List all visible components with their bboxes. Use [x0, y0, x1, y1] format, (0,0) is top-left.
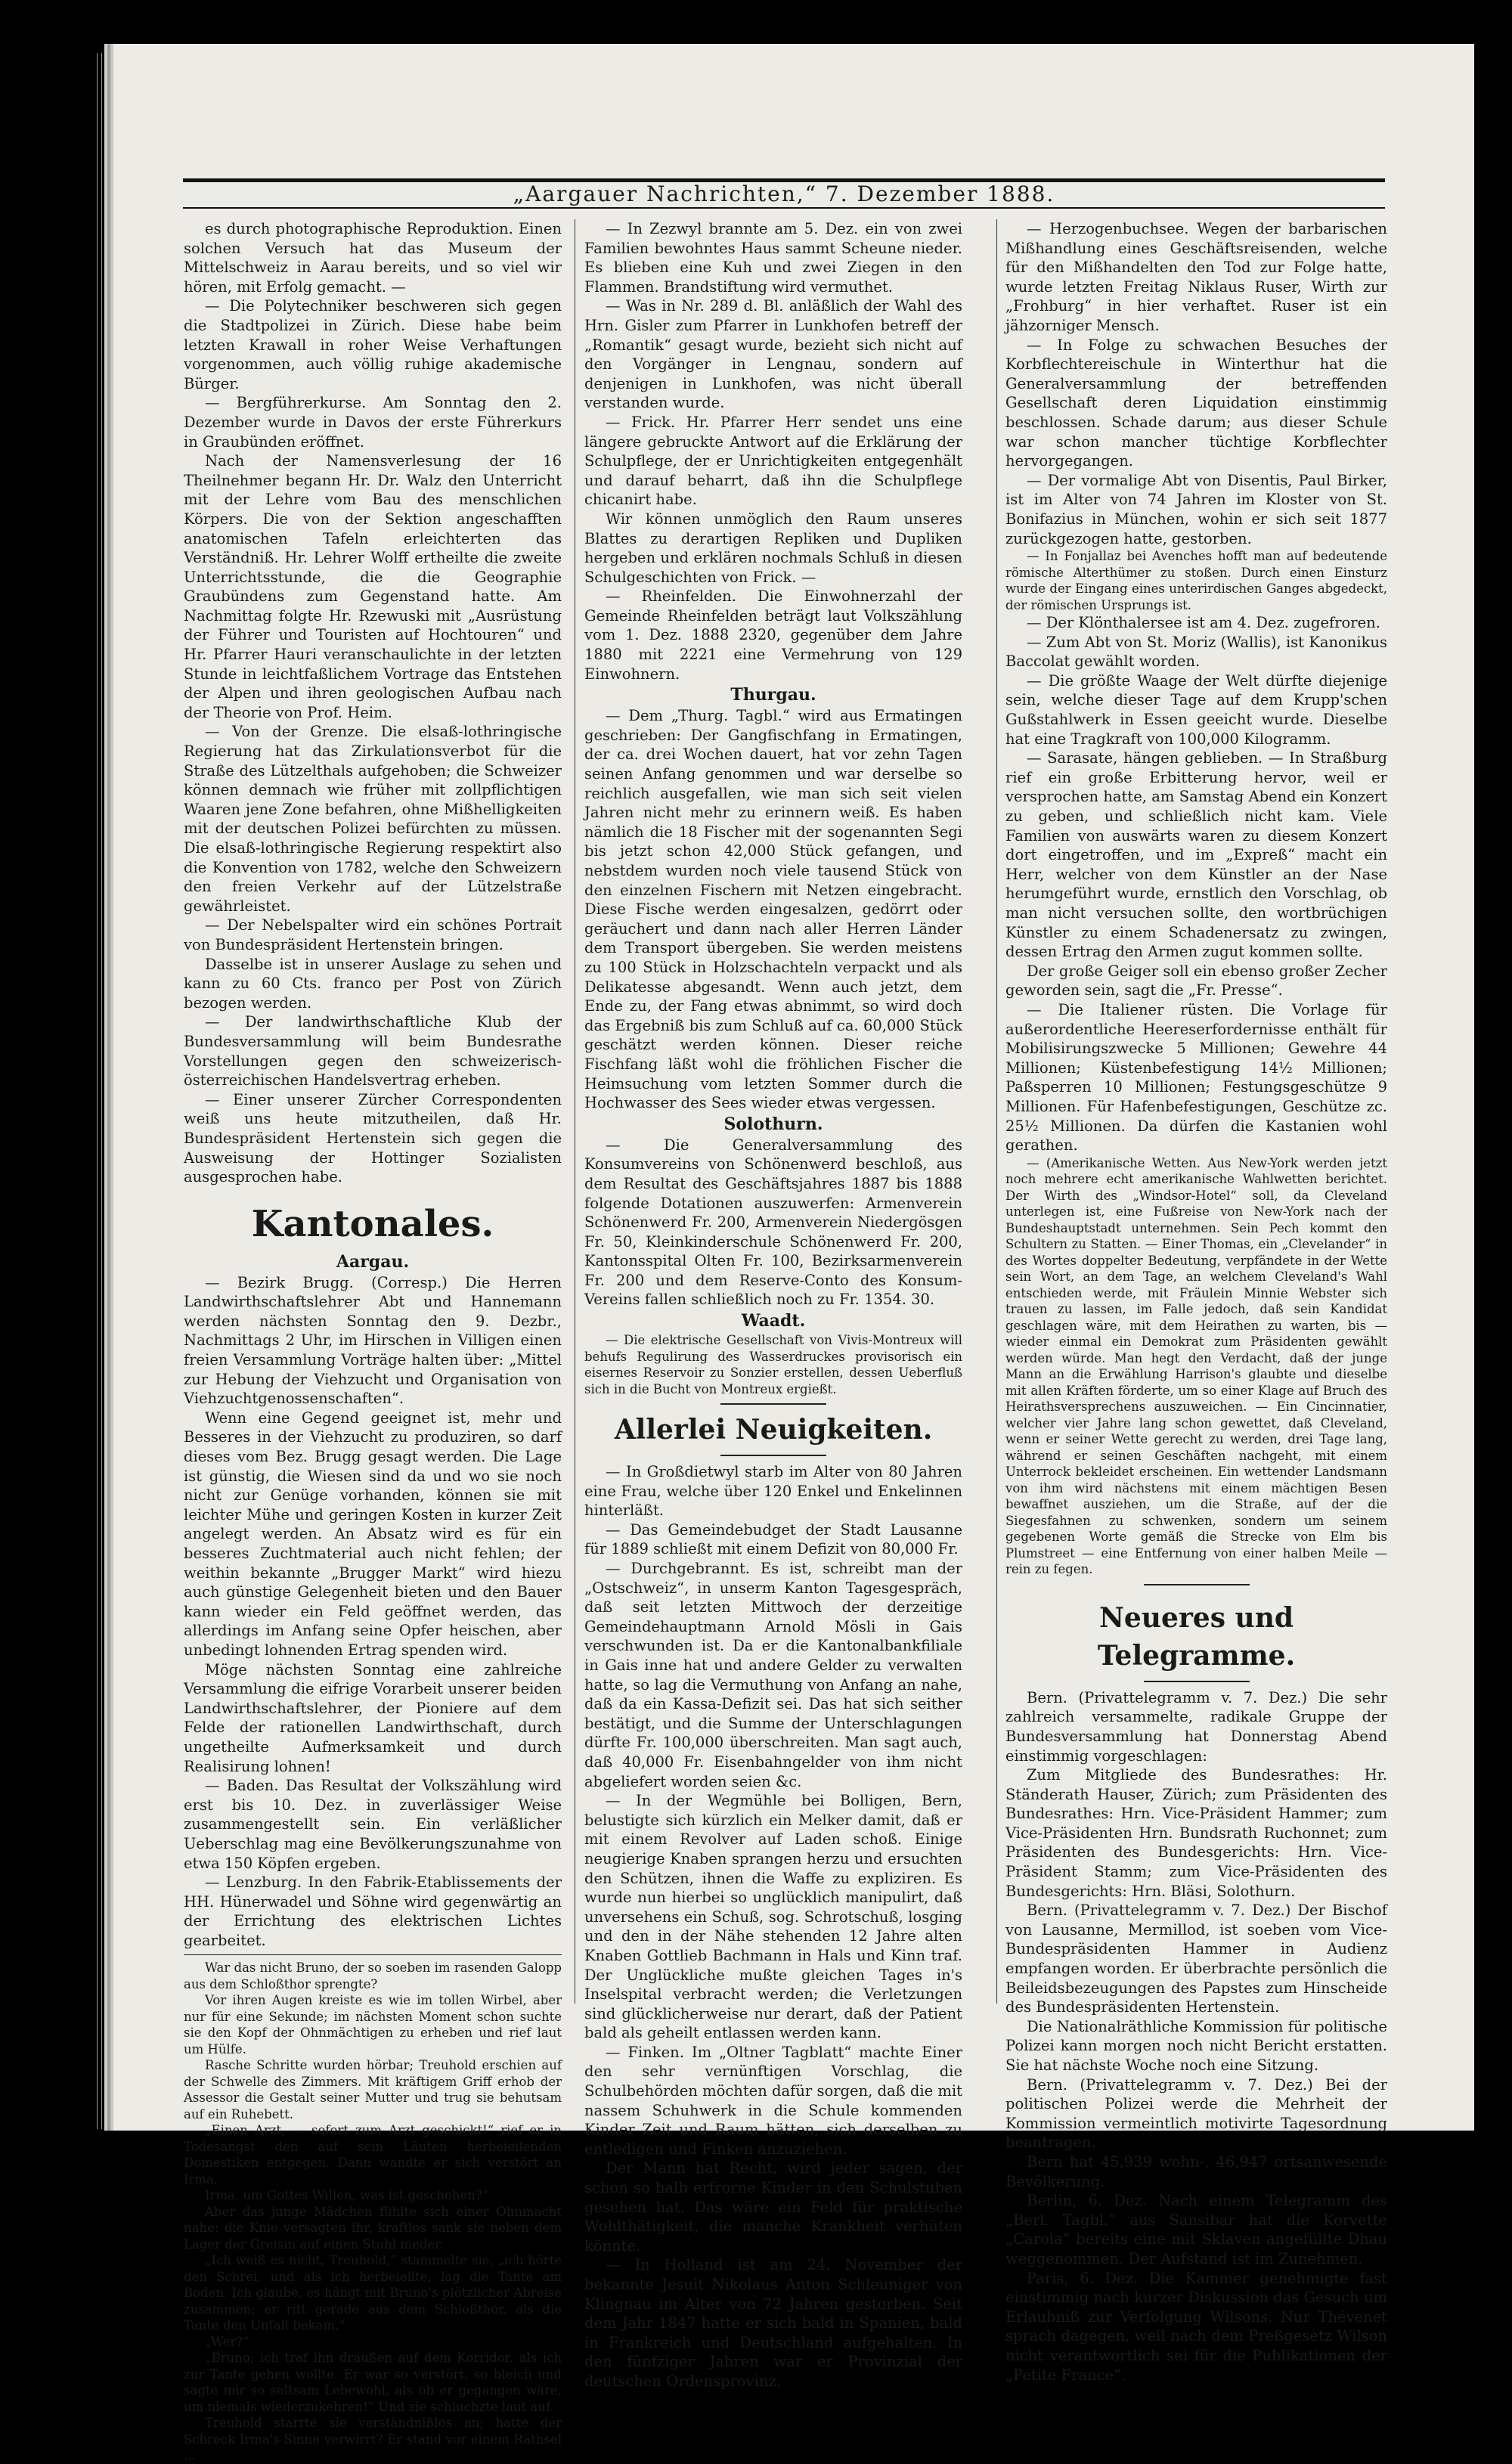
article: — Baden. Das Resultat der Volkszählung wird erst bis 10. Dez. in zuverlässiger Weise zusammengestellt sein. Ein verläßlicher Ueberschlag mag eine Bevölkerungszunahme von etwa 150 Köpfen ergeben. — [184, 1777, 562, 1872]
feuilleton-paragraph: Treuhold starrte sie verständnißlos an; hatte der Schreck Irma's Sinne verwirrt? Er stand vor einem Räthsel ... — [184, 2416, 562, 2463]
section-rule — [720, 1455, 826, 1456]
article: Der Mann hat Recht, wird jeder sagen, der schon so halb erfrorne Kinder in den Schulstuben gesehen hat. Das wäre ein Feld für praktische Wohlthätigkeit, die manche Krankheit verhüten könnte. — [584, 2159, 962, 2255]
article: — In Fonjallaz bei Avenches hofft man auf bedeutende römische Alterthümer zu stoßen. Durch einen Einsturz wurde der Eingang eines unterirdischen Ganges abgedeckt, der römischen Ursprungs ist. — [1005, 549, 1387, 612]
subheading-thurgau: Thurgau. — [730, 685, 816, 705]
column-2 — [584, 219, 962, 2390]
article: — Herzogenbuchsee. Wegen der barbarischen Mißhandlung eines Geschäftsreisenden, welche für den Mißhandelten den Tod zur Folge hatte, wurde letzten Freitag Niklaus Ruser, Wirth zur „Frohburg“ in hier verhaftet. Ruser ist ein jähzorniger Mensch. — [1005, 220, 1387, 334]
section-heading-telegramme: Neueres und Telegramme. — [1097, 1601, 1296, 1672]
article: Die Nationalräthliche Kommission für politische Polizei kann morgen noch nicht Bericht erstatten. Sie hat nächste Woche noch eine Sitzung. — [1005, 2017, 1387, 2074]
section-heading-allerlei: Allerlei Neuigkeiten. — [614, 1414, 933, 1446]
section-rule — [1144, 1584, 1250, 1585]
page-stack-edge — [101, 53, 102, 2129]
article: Wir können unmöglich den Raum unseres Blattes zu derartigen Repliken und Dupliken hergeben und erklären nochmals Schluß in diesen Schulgeschichten von Frick. — — [584, 510, 962, 586]
article: — In Folge zu schwachen Besuches der Korbflechtereischule in Winterthur hat die Generalversammlung der betreffenden Gesellschaft deren Liquidation einstimmig beschlossen. Schade darum; aus dieser Schule war schon mancher tüchtige Korbflechter hervorgegangen. — [1005, 336, 1387, 470]
article: — Die größte Waage der Welt dürfte diejenige sein, welche dieser Tage auf dem Krupp'schen Gußstahlwerk in Essen geeicht wurde. Dieselbe hat eine Tragkraft von 100,000 Kilogramm. — [1005, 671, 1387, 748]
article: — Der Klönthalersee ist am 4. Dez. zugefroren. — [1027, 614, 1380, 632]
feuilleton-paragraph: „Ich weiß es nicht, Treuhold,“ stammelte sie, „ich hörte den Schrei, und als ich herbeieilte, lag die Tante am Boden. Ich glaube, es hängt mit Bruno's plötzlicher Abreise zusammen; er ritt gerade aus dem Schloßthor, als die Tante den Unfall bekam.“ — [184, 2253, 562, 2333]
article: — Die elektrische Gesellschaft von Vivis-Montreux will behufs Regulirung des Wasserdruckes provisorisch ein eisernes Reservoir zu Sonzier erstellen, dessen Ueberfluß sich in die Bucht von Montreux ergießt. — [584, 1333, 962, 1396]
feuilleton-rule — [184, 1954, 562, 1955]
column-1 — [184, 219, 562, 2463]
subheading-solothurn: Solothurn. — [723, 1114, 823, 1134]
article: — Was in Nr. 289 d. Bl. anläßlich der Wahl des Hrn. Gisler zum Pfarrer in Lunkhofen betreff der „Romantik“ gesagt wurde, bezieht sich nicht auf den Vorgänger in Lengnau, sondern auf denjenigen in Lunkhofen, was nicht überall verstanden wurde. — [584, 297, 962, 412]
feuilleton-paragraph: Vor ihren Augen kreiste es wie im tollen Wirbel, aber nur für eine Sekunde; im nächsten Moment schon suchte sie den Kopf der Ohnmächtigen zu erheben und rief laut um Hülfe. — [184, 1993, 562, 2056]
subheading-waadt: Waadt. — [741, 1311, 806, 1331]
article: Zum Mitgliede des Bundesrathes: Hr. Ständerath Hauser, Zürich; zum Präsidenten des Bundesrathes: Hrn. Vice-Präsident Hammer; zum Vice-Präsidenten Hrn. Bundsrath Ruchonnet; zum Präsidenten des Bundesgerichts: Hrn. Vice-Präsident Stamm; zum Vice-Präsidenten des Bundesgerichts: Hrn. Bläsi, Solothurn. — [1005, 1766, 1387, 1900]
article: — In Großdietwyl starb im Alter von 80 Jahren eine Frau, welche über 120 Enkel und Enkelinnen hinterläßt. — [584, 1463, 962, 1520]
column-3 — [1005, 219, 1387, 2384]
feuilleton — [184, 1960, 562, 2464]
header-rule-bottom — [183, 207, 1385, 209]
article: — Die Italiener rüsten. Die Vorlage für außerordentliche Heereserfordernisse enthält für Mobilisirungszwecke 5 Millionen; Gewehre 44 Millionen; Küstenbefestigung 14½ Millionen; Paßsperren 10 Millionen; Festungsgeschütze 9 Millionen. Für Hafenbefestigungen, Geschütze zc. 25½ Millionen. Da dürfen die Kastanien wohl gerathen. — [1005, 1000, 1387, 1155]
article: — Zum Abt von St. Moriz (Wallis), ist Kanonikus Baccolat gewählt worden. — [1005, 633, 1387, 671]
section-rule — [720, 1403, 826, 1405]
article: — Einer unserer Zürcher Correspondenten weiß uns heute mitzutheilen, daß Hr. Bundespräsident Hertenstein sich gegen die Ausweisung der Hottinger Sozialisten ausgesprochen habe. — [184, 1090, 562, 1186]
article: — Lenzburg. In den Fabrik-Etablissements der HH. Hünerwadel und Söhne wird gegenwärtig an der Errichtung des elektrischen Lichtes gearbeitet. — [184, 1874, 562, 1949]
article: Paris, 6. Dez. Die Kammer genehmigte fast einstimmig nach kurzer Diskussion das Gesuch um Erlaubniß zur Verfolgung Wilsons. Nur Thévenet sprach dagegen, weil nach dem Preßgesetz Wilson nicht verantwortlich sei für die Publikationen der „Petite France“. — [1005, 2269, 1387, 2384]
article: Nach der Namensverlesung der 16 Theilnehmer begann Hr. Dr. Walz den Unterricht mit der Lehre vom Bau des menschlichen Körpers. Die von der Sektion angeschafften anatomischen Tafeln erleichterten das Verständniß. Hr. Lehrer Wolff ertheilte die zweite Unterrichtsstunde, die die Geographie Graubündens zum Gegenstand hatte. Am Nachmittag folgte Hr. Rzewuski mit „Ausrüstung der Führer und Touristen auf Hochtouren“ und Hr. Pfarrer Hauri veranschaulichte in der letzten Stunde in leichtfaßlichem Vortrage das Entstehen der Alpen und ihren geologischen Aufbau nach der Theorie von Prof. Heim. — [184, 452, 562, 721]
article: — Rheinfelden. Die Einwohnerzahl der Gemeinde Rheinfelden beträgt laut Volkszählung vom 1. Dez. 1888 2320, gegenüber dem Jahre 1880 mit 2221 eine Vermehrung von 129 Einwohnern. — [584, 587, 962, 683]
section-rule — [1144, 1681, 1250, 1682]
article: — Bergführerkurse. Am Sonntag den 2. Dezember wurde in Davos der erste Führerkurs in Graubünden eröffnet. — [184, 394, 562, 451]
article: Bern. (Privattelegramm v. 7. Dez.) Der Bischof von Lausanne, Mermillod, ist soeben vom Vice-Bundespräsidenten Hammer in Audienz empfangen worden. Er überbrachte persönlich die Beileidsbezeugungen des Papstes zum Hinscheide des Bundespräsidenten Hertenstein. — [1005, 1901, 1387, 2016]
section-heading-kantonales: Kantonales. — [251, 1202, 494, 1245]
article: Berlin, 6. Dez. Nach einem Telegramm des „Berl. Tagbl.“ aus Sansibar hat die Korvette „Carola“ bereits eine mit Sklaven angefüllte Dhau weggenommen. Der Aufstand ist im Zunehmen. — [1005, 2192, 1387, 2267]
article: — Finken. Im „Oltner Tagblatt“ machte Einer den sehr vernünftigen Vorschlag, die Schulbehörden möchten dafür sorgen, daß die mit nassem Schuhwerk in die Schule kommenden Kinder Zeit und Raum hätten, sich derselben zu entledigen und Finken anzuziehen. — [584, 2043, 962, 2158]
subheading-aargau: Aargau. — [336, 1251, 410, 1272]
page-stack-edge — [106, 53, 107, 2129]
article: es durch photographische Reproduktion. Einen solchen Versuch hat das Museum der Mittelschweiz in Aarau bereits, und so viel wir hören, mit Erfolg gemacht. — — [184, 220, 562, 296]
article: — Dem „Thurg. Tagbl.“ wird aus Ermatingen geschrieben: Der Gangfischfang in Ermatingen, der ca. drei Wochen dauert, hat vor zehn Tagen seinen Anfang genommen und war derselbe so reichlich ausgefallen, wie man sich seit vielen Jahren nicht mehr zu erinnern weiß. Es haben nämlich die 18 Fischer mit der sogenannten Segi bis jetzt schon 42,000 Stück gefangen, und nebstdem wurden noch viele tausend Stück von den einzelnen Fischern mit Netzen eingebracht. Diese Fische werden eingesalzen, gedörrt oder geräuchert und dann nach aller Herren Länder dem Transport übergeben. Sie werden meistens zu 100 Stück in Holzschachteln verpackt und als Delikatesse abgesandt. Wenn auch jetzt, dem Ende zu, der Fang etwas abnimmt, so wird doch das Ergebniß bis zum Schluß auf ca. 60,000 Stück geschätzt werden können. Dieser reiche Fischfang läßt wohl die fröhlichen Fischer die Heimsuchung vom letzten Sommer durch die Hochwasser des Sees wieder etwas vergessen. — [584, 707, 962, 1112]
spacer — [1005, 1592, 1387, 1599]
article: — Frick. Hr. Pfarrer Herr sendet uns eine längere gebruckte Antwort auf die Erklärung der Schulpflege, der er Unrichtigkeiten entgegenhält und darauf beharrt, daß ihn die Schulpflege chicanirt habe. — [584, 413, 962, 509]
feuilleton-paragraph: Rasche Schritte wurden hörbar; Treuhold erschien auf der Schwelle des Zimmers. Mit kräftigem Griff erhob der Assessor die Gestalt seiner Mutter und trug sie behutsam auf ein Ruhebett. — [184, 2058, 562, 2122]
article: — Der Nebelspalter wird ein schönes Portrait von Bundespräsident Hertenstein bringen. — [184, 916, 562, 953]
masthead: „Aargauer Nachrichten,“ 7. Dezember 1888. — [513, 181, 1055, 206]
article: — (Amerikanische Wetten. Aus New-York werden jetzt noch mehrere echt amerikanische Wahlwetten berichtet. Der Wirth des „Windsor-Hotel“ soll, da Cleveland unterlegen ist, eine Fußreise von New-York nach der Bundeshauptstadt unternehmen. Sein Pech kommt den Schultern zu Statten. — Einer Thomas, ein „Clevelander“ in des Wortes doppelter Bedeutung, verpfändete in der Wette sein Wort, an dem Tage, an welchem Cleveland's Wahl entschieden werde, mit Fräulein Minnie Webster sich trauen zu lassen, im Falle jedoch, daß sein Kandidat geschlagen wäre, mit dem Heirathen zu warten, bis — wieder einmal ein Demokrat zum Präsidenten gewählt werden würde. Man hegt den Verdacht, daß der junge Mann an die Erwählung Harrison's glaubte und dieselbe mit allen Kräften förderte, um so einer Klage auf Bruch des Heirathsversprechens auszuweichen. — Ein Cincinnatier, welcher vier Jahre lang schon gewettet, daß Cleveland, wenn er seiner Wette gerecht zu werden, drei Tage lang, während er seinen Geschäften nachgeht, mit einem Unterrock bekleidet erscheinen. Ein wettender Landsmann von ihm wird nächstens mit einem mächtigen Besen bewaffnet ausziehen, um die Straße, auf der die Siegesfahnen zu schwenken, sondern um seinem gegebenen Worte gemäß die Strecke von Elm bis Plumstreet — eine Entfernung von einer halben Meile — rein zu fegen. — [1005, 1155, 1387, 1577]
article: — Die Generalversammlung des Konsumvereins von Schönenwerd beschloß, aus dem Resultat des Geschäftsjahres 1887 bis 1888 folgende Dotationen auszuwerfen: Armenverein Schönenwerd Fr. 200, Armenverein Niedergösgen Fr. 50, Kleinkinderschule Schönenwerd Fr. 200, Kantonsspital Olten Fr. 100, Bezirksarmenverein Fr. 200 und dem Reserve-Conto des Konsum-Vereins fallen schließlich noch zu Fr. 1354. 30. — [584, 1136, 962, 1309]
article: Der große Geiger soll ein ebenso großer Zecher geworden sein, sagt die „Fr. Presse“. — [1005, 962, 1387, 1000]
feuilleton-paragraph: „Einen Arzt, — sofort zum Arzt geschickt!“ rief er in Todesangst den auf sein Läuten herbeieilenden Domestiken entgegen. Dann wandte er sich verstört an Irma. — [184, 2123, 562, 2187]
article: Bern. (Privattelegramm v. 7. Dez.) Bei der politischen Polizei werde die Mehrheit der Kommission vermeintlich motivirte Tagesordnung beantragen. — [1005, 2075, 1387, 2152]
feuilleton-paragraph: „Wer?“ — [205, 2334, 249, 2349]
feuilleton-paragraph: Aber das junge Mädchen fühlte sich einer Ohnmacht nahe; die Knie versagten ihr, kraftlos sank sie neben dem Lager der Greisin auf einen Stuhl nieder. — [184, 2204, 562, 2252]
feuilleton-paragraph: Irma, um Gottes Willen, was ist geschehen?“ — [205, 2188, 489, 2203]
article: Bern. (Privattelegramm v. 7. Dez.) Die sehr zahlreich versammelte, radikale Gruppe der Bundesversammlung hat Donnerstag Abend einstimmig vorgeschlagen: — [1005, 1688, 1387, 1765]
article: — In der Wegmühle bei Bolligen, Bern, belustigte sich kürzlich ein Melker damit, daß er mit einem Revolver auf Laden schoß. Einige neugierige Knaben sprangen herzu und ersuchten den Schützen, ihnen die Waffe zu expliziren. Es wurde nun hierbei so unglücklich manipulirt, daß unversehens ein Schuß, sog. Schrotschuß, losging und den in der Nähe stehenden 12 Jahre alten Knaben Gottlieb Bachmann in Hals und Kinn traf. Der Unglückliche mußte gleichen Tages in's Inselspital verbracht werden; die Verletzungen sind glücklicherweise nur derart, daß der Patient bald als geheilt entlassen werden kann. — [584, 1792, 962, 2042]
page-stack-edge — [97, 53, 98, 2129]
feuilleton-paragraph: „Bruno; ich traf ihn draußen auf dem Korridor, als ich zur Tante gehen wollte. Er war so verstört, so bleich und sagte mir so seltsam Lebewohl, als ob er gegangen wäre, um niemals wiederzukehren!“ Und sie schluchzte laut auf. — [184, 2351, 562, 2414]
article: — In Zezwyl brannte am 5. Dez. ein von zwei Familien bewohntes Haus sammt Scheune nieder. Es blieben eine Kuh und zwei Ziegen in den Flammen. Brandstiftung wird vermuthet. — [584, 220, 962, 296]
article: Dasselbe ist in unserer Auslage zu sehen und kann zu 60 Cts. franco per Post von Zürich bezogen werden. — [184, 955, 562, 1012]
article: Bern hat 45,939 wohn-, 46,947 ortsanwesende Bevölkerung. — [1005, 2153, 1387, 2190]
column-divider — [996, 219, 997, 2004]
article: — Sarasate, hängen geblieben. — In Straßburg rief ein große Erbitterung hervor, weil er versprochen hatte, am Samstag Abend ein Konzert zu geben, und schließlich nicht kam. Viele Familien von auswärts waren zu diesem Konzert dort eingetroffen, und im „Expreß“ macht ein Herr, welcher von dem Künstler an der Nase herumgeführt wurde, ernstlich den Vorschlag, ob man nicht versuchen sollte, den wortbrüchigen Künstler zu einem Schadenersatz zu zwingen, dessen Ertrag den Armen zugut kommen sollte. — [1005, 749, 1387, 961]
article: — Von der Grenze. Die elsaß-lothringische Regierung hat das Zirkulationsverbot für die Straße des Lützelthals aufgehoben; die Schweizer können demnach wie früher mit zollpflichtigen Waaren jene Zone befahren, ohne Mißhelligkeiten mit der deutschen Polizei befürchten zu müssen. Die elsaß-lothringische Regierung respektirt also die Konvention von 1782, welche den Schweizern den freien Verkehr auf der Lützelstraße gewährleistet. — [184, 723, 562, 915]
article: — Das Gemeindebudget der Stadt Lausanne für 1889 schließt mit einem Defizit von 80,000 Fr. — [584, 1520, 962, 1558]
article: — Durchgebrannt. Es ist, schreibt man der „Ostschweiz“, in unserm Kanton Tagesgespräch, daß seit letzten Mittwoch der derzeitige Gemeindehauptmann Arnold Mösli in Gais verschwunden ist. Da er die Kantonalbankfiliale in Gais inne hat und andere Gelder zu verwalten hatte, so lag die Vermuthung von Anfang an nahe, daß da ein Kassa-Defizit sei. Das hat sich seither bestätigt, und die Summe der Unterschlagungen dürfte Fr. 100,000 überschreiten. Man sagt auch, daß 40,000 Fr. Eisenbahngelder von ihm nicht abgeliefert worden seien &c. — [584, 1560, 962, 1790]
article: — Der landwirthschaftliche Klub der Bundesversammlung will beim Bundesrathe Vorstellungen gegen den schweizerisch-österreichischen Handelsvertrag erheben. — [184, 1013, 562, 1089]
article: — Bezirk Brugg. (Corresp.) Die Herren Landwirthschaftslehrer Abt und Hannemann werden nächsten Sonntag den 9. Dezbr., Nachmittags 2 Uhr, im Hirschen in Villigen einen freien Versammlung Vorträge halten über: „Mittel zur Hebung der Viehzucht und Organisation von Viehzuchtgenossenschaften“. — [184, 1273, 562, 1408]
article: Wenn eine Gegend geeignet ist, mehr und Besseres in der Viehzucht zu produziren, so darf dieses vom Bez. Brugg gesagt werden. Die Lage ist günstig, die Wiesen sind da und wo sie noch nicht zur Genüge vorhanden, können sie mit leichter Mühe und geringen Kosten in kurzer Zeit angelegt werden. An Absatz wird es für ein besseres Zuchtmaterial auch nicht fehlen; der weithin bekannte „Brugger Markt“ wird hiezu auch günstige Gelegenheit bieten und den Bauer kann wieder ein Feld geöffnet werden, das allerdings im Anfang seine Opfer heischen, aber unbedingt lohnenden Ertrag spenden wird. — [184, 1409, 562, 1659]
article: — Der vormalige Abt von Disentis, Paul Birker, ist im Alter von 74 Jahren im Kloster von St. Bonifazius in München, wohin er sich seit 1877 zurückgezogen hatte, gestorben. — [1005, 471, 1387, 547]
article: Möge nächsten Sonntag eine zahlreiche Versammlung die eifrige Vorarbeit unserer beiden Landwirthschaftslehrer, der Pioniere auf dem Felde der rationellen Landwirthschaft, durch ungetheilte Aufmerksamkeit und durch Realisirung lohnen! — [184, 1660, 562, 1775]
article: — Die Polytechniker beschweren sich gegen die Stadtpolizei in Zürich. Diese habe beim letzten Krawall in roher Weise Verhaftungen vorgenommen, auch völlig ruhige akademische Bürger. — [184, 297, 562, 392]
feuilleton-paragraph: War das nicht Bruno, der so soeben im rasenden Galopp aus dem Schloßthor sprengte? — [184, 1960, 562, 1991]
article: — In Holland ist am 24. November der bekannte Jesuit Nikolaus Anton Schleuniger von Klingnau im Alter von 72 Jahren gestorben. Seit dem Jahr 1847 hatte er sich bald in Spanien, bald in Frankreich und Deutschland aufgehalten. In den fünfziger Jahren war er Provinzial der deutschen Ordensprovinz. — [584, 2256, 962, 2390]
